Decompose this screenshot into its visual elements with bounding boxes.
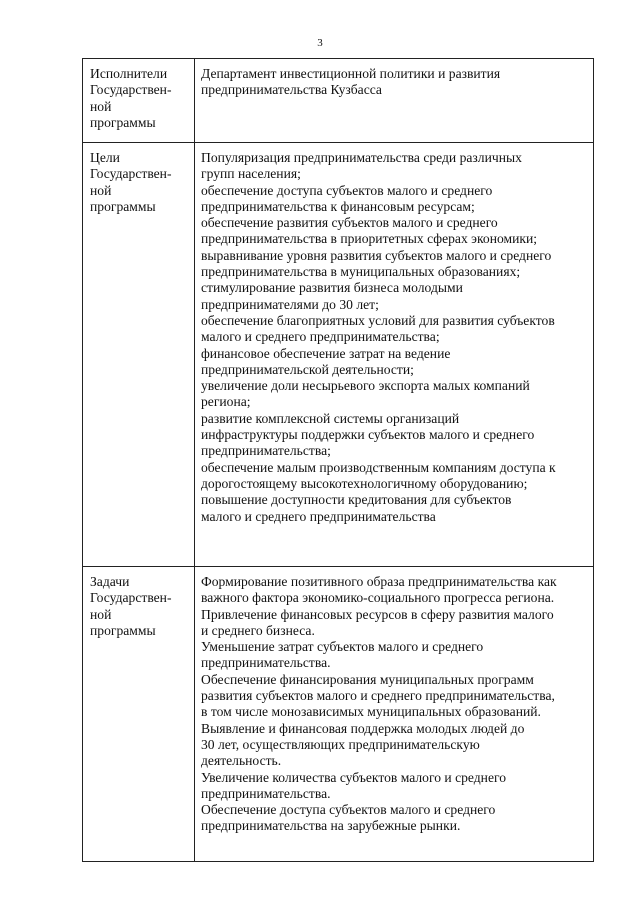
value-line: повышение доступности кредитования для субъектов: [201, 492, 512, 508]
table-row-executors: [83, 59, 594, 143]
value-cell-tasks: [195, 567, 594, 862]
value-line: Популяризация предпринимательства среди различных: [201, 150, 522, 165]
value-line: инфраструктуры поддержки субъектов малого и среднего: [201, 427, 535, 443]
label-line: программы: [90, 198, 156, 214]
value-cell-executors: [195, 59, 594, 143]
value-line: предпринимателями до 30 лет;: [201, 296, 379, 312]
value-line: обеспечение малым производственным компаниям доступа к: [201, 459, 556, 475]
label-line: Государствен-: [90, 590, 172, 606]
label-cell-goals: [83, 143, 195, 567]
value-line: развитие комплексной системы организаций: [201, 410, 460, 426]
value-line: обеспечение благоприятных условий для развития субъектов: [201, 312, 555, 328]
value-line: предпринимательской деятельности;: [201, 361, 414, 377]
label-line: программы: [90, 114, 156, 130]
label-cell-executors: [83, 59, 195, 143]
value-line: предпринимательства к финансовым ресурсам;: [201, 198, 475, 214]
label-line: Цели: [90, 150, 120, 165]
value-line: предпринимательства.: [201, 785, 331, 801]
value-line: малого и среднего предпринимательства: [201, 508, 436, 524]
value-line: региона;: [201, 394, 251, 410]
value-line: 30 лет, осуществляющих предпринимательскую: [201, 736, 480, 752]
value-line: предпринимательства;: [201, 443, 331, 459]
value-line: предпринимательства.: [201, 655, 331, 671]
label-line: Исполнители: [90, 66, 168, 81]
label-line: ной: [90, 98, 112, 114]
value-line: развития субъектов малого и среднего предпринимательства,: [201, 688, 555, 704]
value-line: предпринимательства в муниципальных образованиях;: [201, 264, 521, 280]
value-line: стимулирование развития бизнеса молодыми: [201, 280, 463, 296]
value-line: Обеспечение финансирования муниципальных программ: [201, 671, 534, 687]
table-row-tasks: [83, 567, 594, 862]
program-passport-table: [82, 58, 594, 862]
value-line: финансовое обеспечение затрат на ведение: [201, 345, 451, 361]
value-line: Обеспечение доступа субъектов малого и среднего: [201, 802, 496, 818]
value-line: предпринимательства на зарубежные рынки.: [201, 818, 461, 834]
value-line: деятельность.: [201, 753, 282, 769]
label-line: ной: [90, 606, 112, 622]
value-line: обеспечение доступа субъектов малого и среднего: [201, 182, 493, 198]
value-line: Увеличение количества субъектов малого и среднего: [201, 769, 507, 785]
value-line: и среднего бизнеса.: [201, 622, 315, 638]
value-line: важного фактора экономико-социального прогресса региона.: [201, 590, 555, 606]
value-line: Выявление и финансовая поддержка молодых людей до: [201, 720, 525, 736]
value-line: малого и среднего предпринимательства;: [201, 329, 440, 345]
value-line: Департамент инвестиционной политики и развития: [201, 66, 501, 81]
value-line: Уменьшение затрат субъектов малого и среднего: [201, 639, 484, 655]
value-line: выравнивание уровня развития субъектов малого и среднего: [201, 247, 552, 263]
value-cell-goals: [195, 143, 594, 567]
value-line: предпринимательства Кузбасса: [201, 82, 382, 98]
label-line: Задачи: [90, 574, 130, 589]
label-line: Государствен-: [90, 166, 172, 182]
value-line: увеличение доли несырьевого экспорта малых компаний: [201, 378, 530, 394]
value-line: Формирование позитивного образа предпринимательства как: [201, 574, 557, 589]
label-cell-tasks: [83, 567, 195, 862]
value-line: дорогостоящему высокотехнологичному оборудованию;: [201, 475, 528, 491]
label-line: Государствен-: [90, 82, 172, 98]
label-line: программы: [90, 622, 156, 638]
value-line: Привлечение финансовых ресурсов в сферу развития малого: [201, 606, 554, 622]
value-line: групп населения;: [201, 166, 301, 182]
value-line: в том числе монозависимых муниципальных образований.: [201, 704, 541, 720]
table-row-goals: [83, 143, 594, 567]
page-number: 3: [317, 37, 323, 49]
value-line: предпринимательства в приоритетных сферах экономики;: [201, 231, 538, 247]
label-line: ной: [90, 182, 112, 198]
value-line: обеспечение развития субъектов малого и среднего: [201, 215, 498, 231]
